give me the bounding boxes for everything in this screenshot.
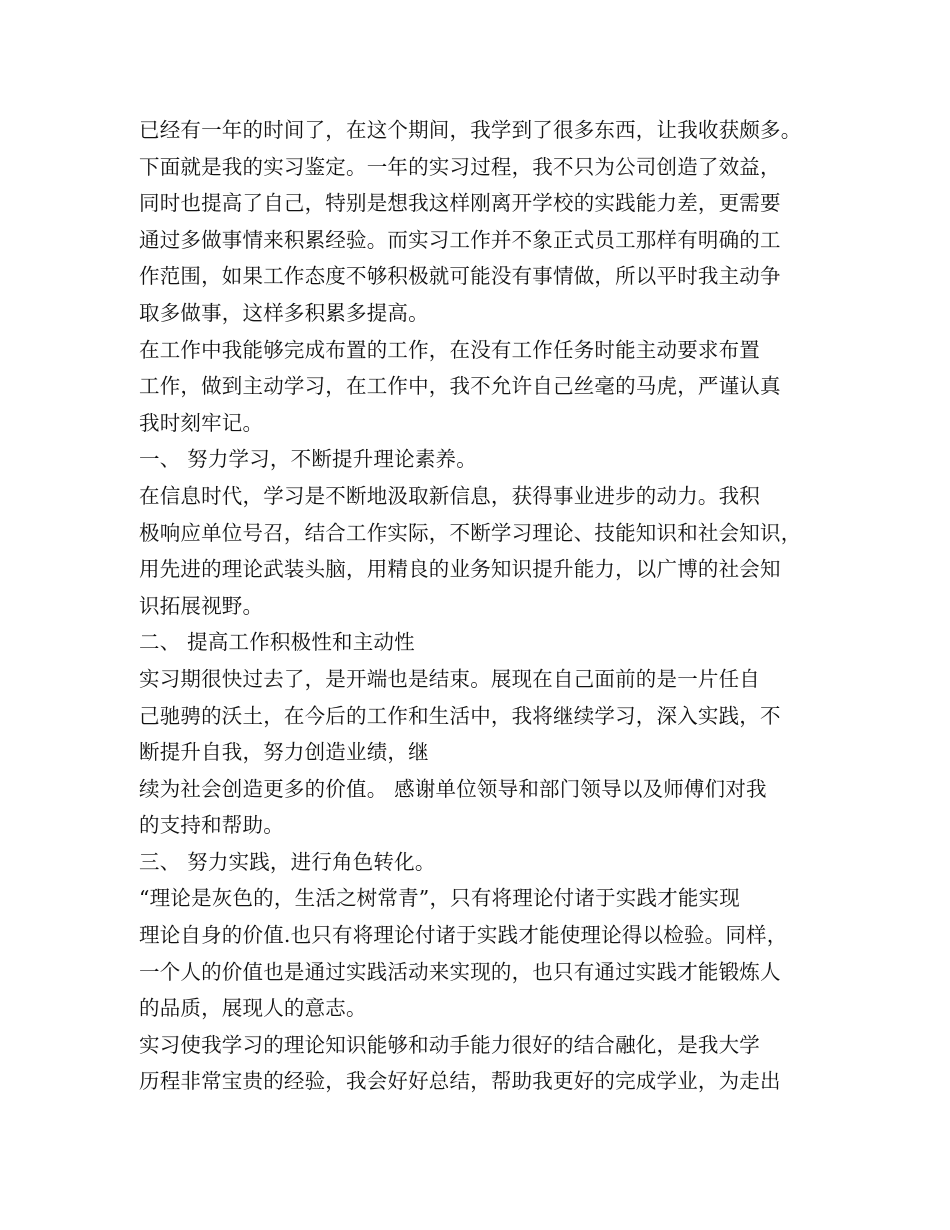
- text-line: 识拓展视野。: [139, 593, 264, 618]
- text-line: 实习期很快过去了，是开端也是结束。展现在自己面前的是一片任自: [139, 666, 760, 691]
- section-heading-3: 三、 努力实践，进行角色转化。: [139, 849, 436, 874]
- text-line: 极响应单位号召，结合工作实际，不断学习理论、技能知识和社会知识，: [139, 520, 802, 545]
- text-line: 作范围，如果工作态度不够积极就可能没有事情做，所以平时我主动争: [139, 264, 781, 289]
- text-line: 理论自身的价值.也只有将理论付诸于实践才能使理论得以检验。同样，: [139, 923, 788, 948]
- text-line: 断提升自我，努力创造业绩，继: [139, 740, 429, 765]
- text-line: 历程非常宝贵的经验，我会好好总结，帮助我更好的完成学业，为走出: [139, 1069, 781, 1094]
- text-line: 一个人的价值也是通过实践活动来实现的，也只有通过实践才能锻炼人: [139, 959, 781, 984]
- text-line: 通过多做事情来积累经验。而实习工作并不象正式员工那样有明确的工: [139, 227, 781, 252]
- section-heading-2: 二、 提高工作积极性和主动性: [139, 630, 415, 655]
- text-line: 工作，做到主动学习，在工作中，我不允许自己丝毫的马虎，严谨认真: [139, 374, 781, 399]
- text-line: 在工作中我能够完成布置的工作，在没有工作任务时能主动要求布置: [139, 337, 760, 362]
- text-line: 同时也提高了自己，特别是想我这样刚离开学校的实践能力差，更需要: [139, 191, 781, 216]
- text-line: 已经有一年的时间了，在这个期间，我学到了很多东西，让我收获颇多。: [139, 118, 802, 142]
- text-line: 己驰骋的沃土，在今后的工作和生活中，我将继续学习，深入实践，不: [139, 703, 781, 728]
- text-line: 取多做事，这样多积累多提高。: [139, 300, 429, 325]
- text-line: 我时刻牢记。: [139, 410, 264, 435]
- text-line: 下面就是我的实习鉴定。一年的实习过程，我不只为公司创造了效益，: [139, 154, 781, 179]
- text-line: 实习使我学习的理论知识能够和动手能力很好的结合融化，是我大学: [139, 1032, 760, 1057]
- text-line: 用先进的理论武装头脑，用精良的业务知识提升能力，以广博的社会知: [139, 557, 781, 582]
- section-heading-1: 一、 努力学习，不断提升理论素养。: [139, 447, 477, 472]
- text-line: 在信息时代，学习是不断地汲取新信息，获得事业进步的动力。我积: [139, 483, 760, 508]
- text-line: 的品质，展现人的意志。: [139, 996, 367, 1021]
- document-body: [139, 112, 839, 1100]
- text-line: “理论是灰色的，生活之树常青”，只有将理论付诸于实践才能实现: [139, 886, 740, 911]
- text-line: 续为社会创造更多的价值。 感谢单位领导和部门领导以及师傅们对我: [139, 776, 767, 801]
- text-line: 的支持和帮助。: [139, 813, 284, 838]
